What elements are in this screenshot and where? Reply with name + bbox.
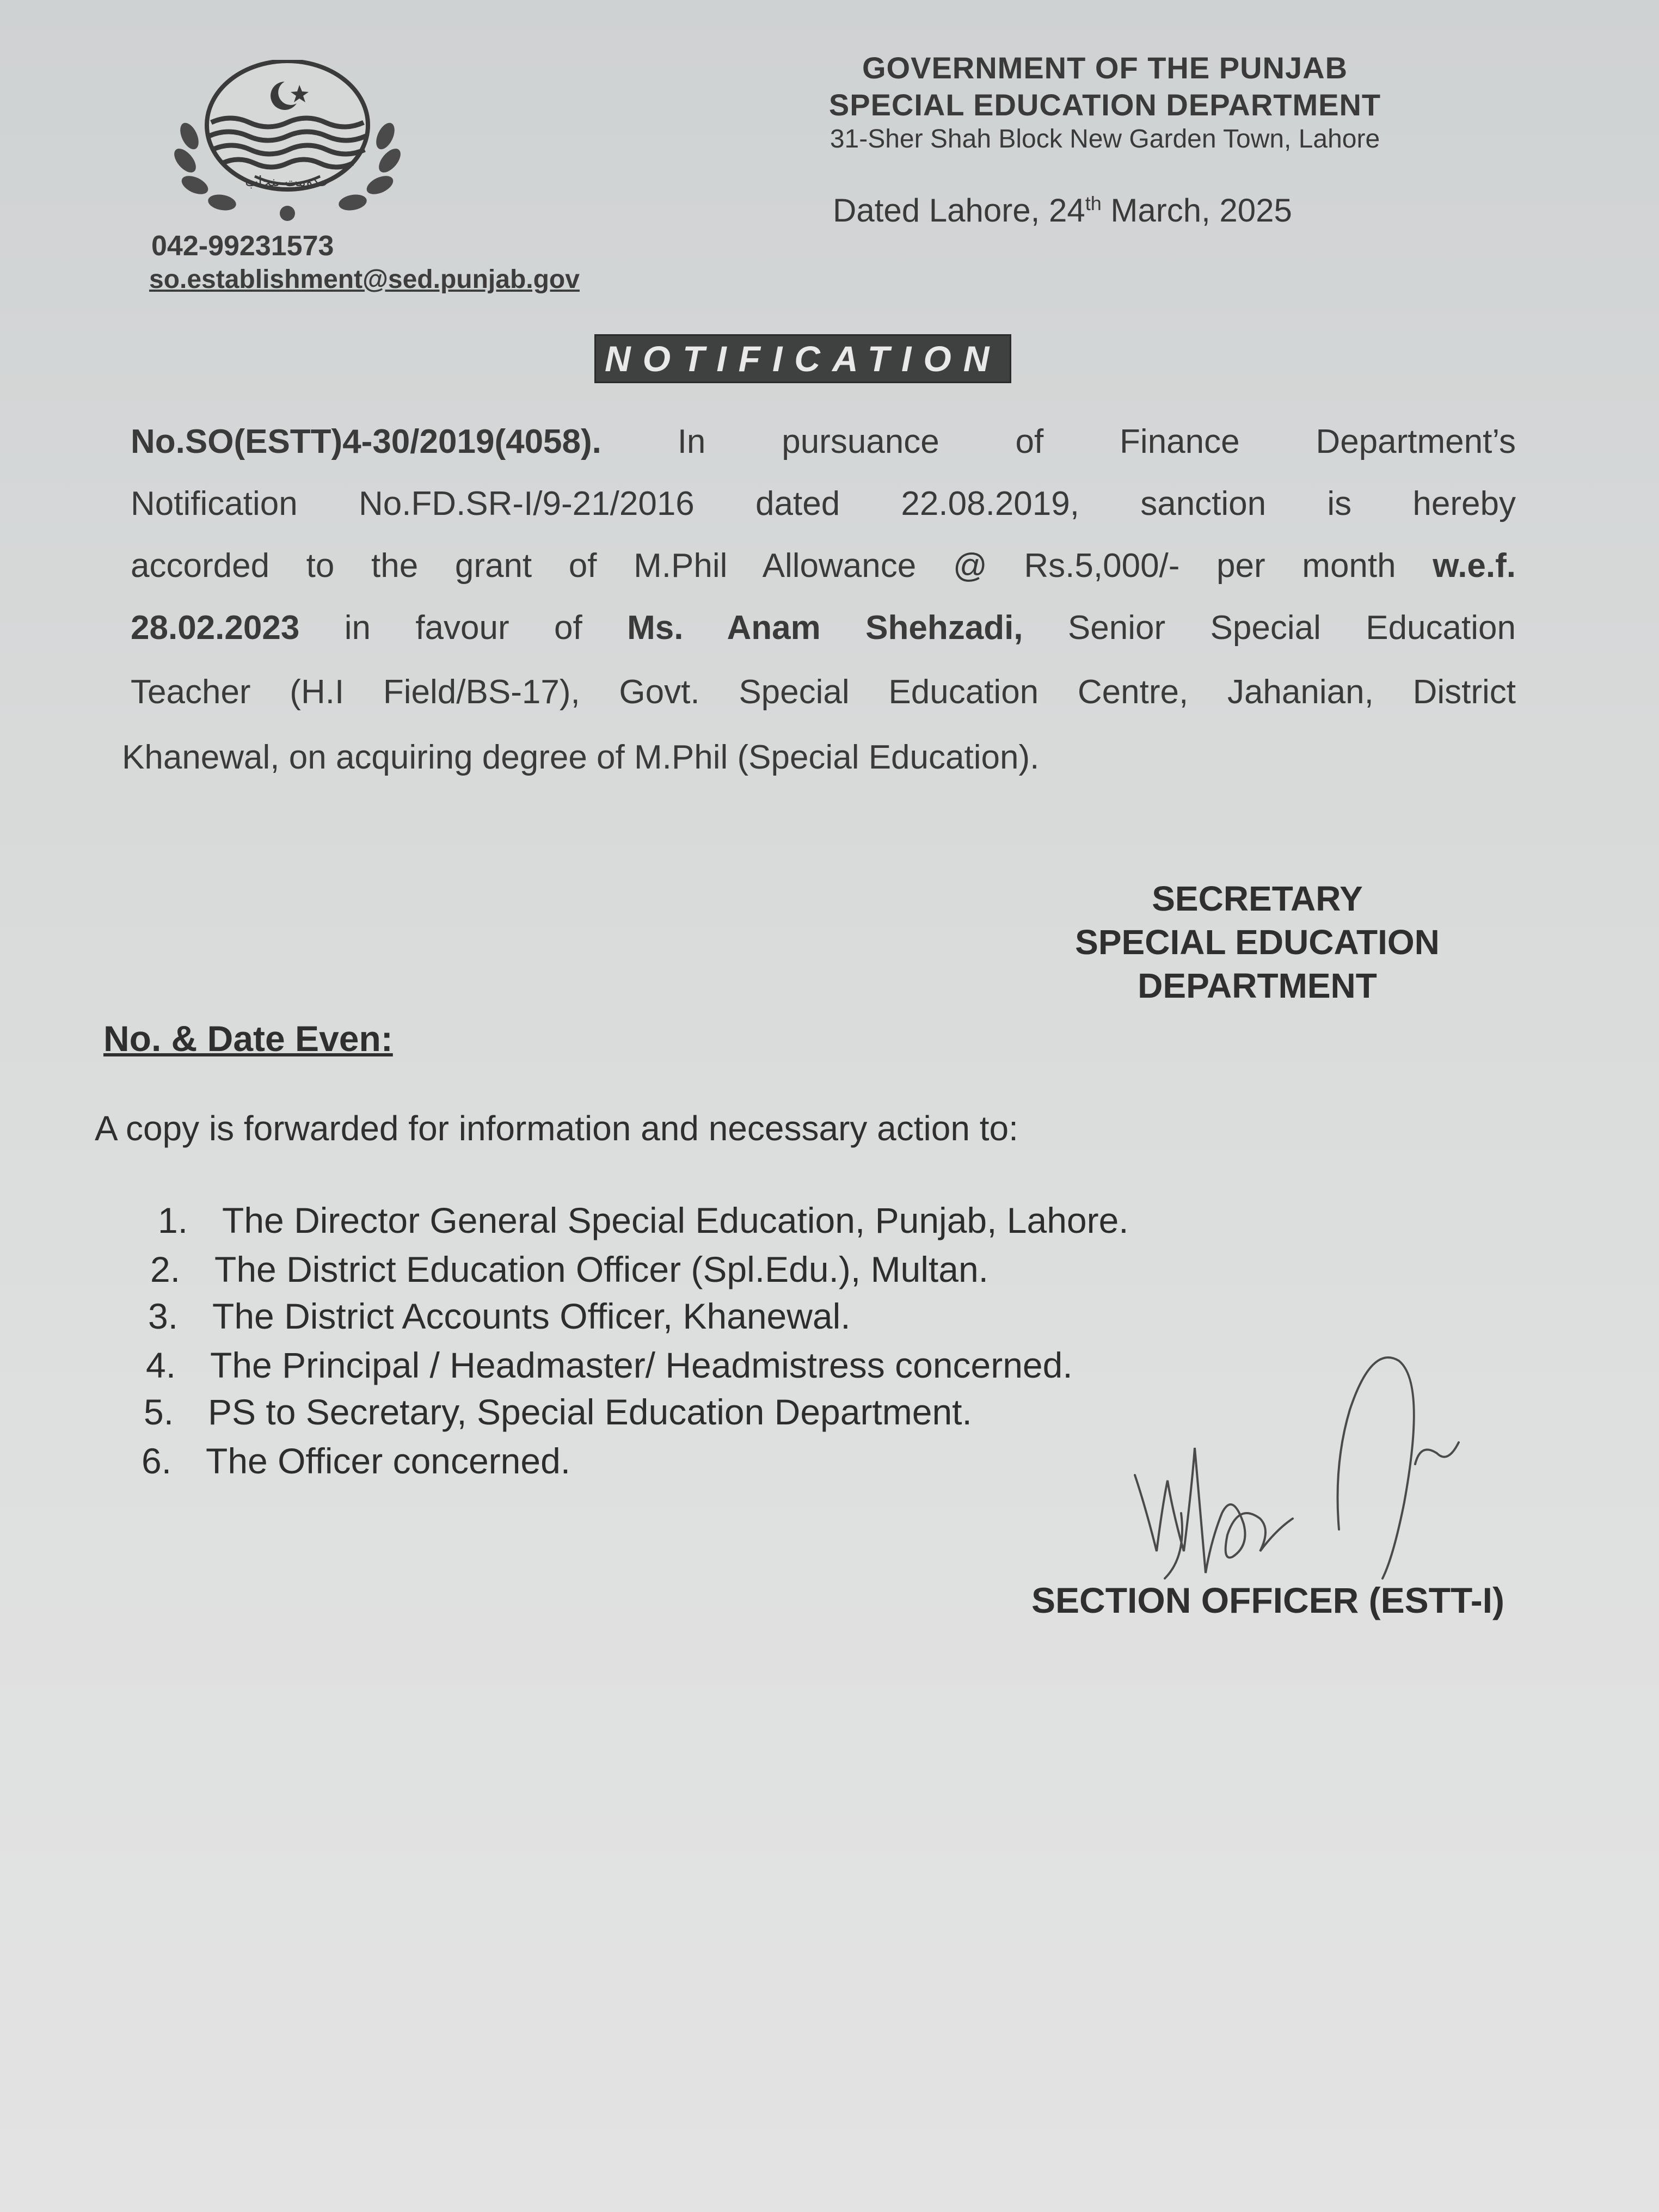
contact-phone: 042-99231573 <box>151 230 334 262</box>
signatory-title: DEPARTMENT <box>1138 966 1377 1005</box>
list-item: 5. PS to Secretary, Special Education Department. <box>144 1392 972 1432</box>
list-item: 6. The Officer concerned. <box>142 1441 571 1481</box>
no-date-even-heading: No. & Date Even: <box>103 1018 393 1059</box>
department-address: 31-Sher Shah Block New Garden Town, Lahore <box>830 125 1380 153</box>
list-item: 4. The Principal / Headmaster/ Headmistress concerned. <box>146 1345 1073 1385</box>
list-item: 1. The Director General Special Education, Punjab, Lahore. <box>158 1200 1129 1240</box>
body-line: accorded to the grant of M.Phil Allowance @ Rs.5,000/- per month w.e.f. <box>131 547 1516 585</box>
body-line: No.SO(ESTT)4-30/2019(4058). In pursuance of Finance Department’s <box>131 423 1516 460</box>
department-title: SPECIAL EDUCATION DEPARTMENT <box>828 88 1381 122</box>
list-item: 2. The District Education Officer (Spl.Edu.), Multan. <box>150 1249 988 1289</box>
government-title: GOVERNMENT OF THE PUNJAB <box>862 51 1348 85</box>
list-item: 3. The District Accounts Officer, Khanewal. <box>148 1296 851 1336</box>
emblem-text: حکومت پنجاب <box>245 174 330 190</box>
punjab-government-emblem-icon <box>173 60 402 223</box>
contact-email: so.establishment@sed.punjab.gov <box>149 265 580 294</box>
body-line: Teacher (H.I Field/BS-17), Govt. Special Education Centre, Jahanian, District <box>131 673 1516 711</box>
body-line: 28.02.2023 in favour of Ms. Anam Shehzadi, Senior Special Education <box>131 609 1516 647</box>
forwarding-intro: A copy is forwarded for information and necessary action to: <box>95 1109 1018 1148</box>
issue-date: Dated Lahore, 24th March, 2025 <box>833 192 1292 229</box>
signatory-title: SPECIAL EDUCATION <box>1075 923 1440 962</box>
section-officer-title: SECTION OFFICER (ESTT-I) <box>1031 1580 1504 1620</box>
body-line: Notification No.FD.SR-I/9-21/2016 dated 22.08.2019, sanction is hereby <box>131 485 1516 523</box>
signatory-title: SECRETARY <box>1152 879 1363 918</box>
notification-title: NOTIFICATION <box>594 334 1011 383</box>
body-line: Khanewal, on acquiring degree of M.Phil (Special Education). <box>122 739 1040 776</box>
